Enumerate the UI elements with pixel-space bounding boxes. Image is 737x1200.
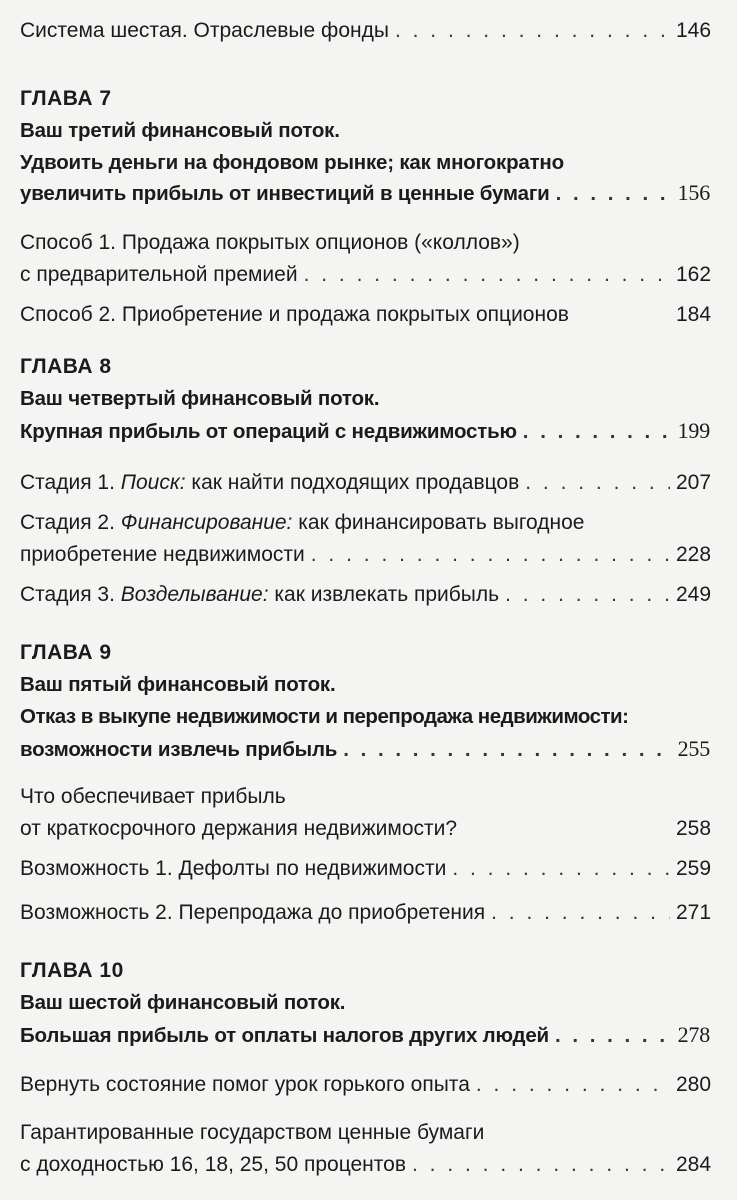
toc-entry	[20, 898, 710, 928]
page-number: 271	[676, 901, 712, 924]
stage-desc: как найти подходящих продавцов	[185, 471, 520, 494]
stage-desc: как извлекать прибыль	[268, 583, 500, 606]
page-number: 255	[677, 736, 710, 761]
page-number: 184	[676, 303, 712, 326]
page-number: 199	[677, 418, 710, 443]
toc-entry	[20, 782, 710, 844]
entry-title: Возможность 1. Дефолты по недвижимости	[20, 857, 447, 880]
entry-title-cont: с предварительной премией	[20, 263, 298, 286]
leader-dots	[311, 540, 670, 570]
page-number: 156	[677, 180, 710, 205]
toc-entry	[20, 228, 710, 290]
page-number: 258	[676, 817, 712, 840]
page-number: 207	[676, 471, 712, 494]
chapter-heading: ГЛАВА 7	[20, 87, 112, 110]
stage-label: Стадия 2.	[20, 511, 121, 534]
leader-dots	[476, 1070, 670, 1100]
page-number: 228	[676, 543, 712, 566]
entry-title: увеличить прибыль от инвестиций в ценные бумаги	[20, 182, 550, 205]
page-number: 278	[677, 1022, 710, 1047]
toc-entry	[20, 468, 710, 498]
leader-dots	[525, 468, 670, 498]
leader-dots	[491, 898, 670, 928]
entry-title: Вернуть состояние помог урок горького опыта	[20, 1073, 470, 1096]
leader-dots	[343, 735, 670, 765]
stage-label: Стадия 3.	[20, 583, 121, 606]
toc-entry	[20, 1118, 710, 1180]
entry-title-cont: от краткосрочного держания недвижимости?	[20, 817, 458, 840]
leader-dots	[304, 260, 670, 290]
entry-title: Большая прибыль от оплаты налогов других людей	[20, 1024, 549, 1047]
entry-title-cont: приобретение недвижимости	[20, 543, 305, 566]
entry-title: Способ 1. Продажа покрытых опционов («коллов»)	[20, 231, 520, 254]
toc-entry	[20, 734, 710, 765]
leader-dots	[523, 417, 670, 447]
entry-title	[20, 580, 499, 610]
toc-entry	[20, 16, 710, 46]
entry-title: Что обеспечивает прибыль	[20, 785, 286, 808]
stage-name: Финансирование:	[120, 511, 293, 534]
page-number: 259	[676, 857, 712, 880]
toc-entry	[20, 300, 710, 330]
page-number: 284	[676, 1153, 712, 1176]
leader-dots	[452, 854, 670, 884]
leader-dots	[505, 580, 670, 610]
toc-entry	[20, 1070, 710, 1100]
leader-dots	[556, 179, 670, 209]
chapter-title: Ваш пятый финансовый поток.	[20, 673, 336, 696]
chapter-9	[20, 638, 710, 765]
toc-entry	[20, 508, 710, 570]
chapter-10	[20, 956, 710, 1051]
entry-title	[20, 468, 519, 498]
toc-entry	[20, 416, 710, 447]
page-number: 162	[676, 263, 712, 286]
toc-entry	[20, 580, 710, 610]
stage-name: Поиск:	[120, 471, 186, 494]
page-number: 280	[676, 1073, 712, 1096]
chapter-title: Ваш третий финансовый поток.	[20, 119, 340, 142]
chapter-7	[20, 84, 710, 209]
page-number: 249	[676, 583, 712, 606]
stage-name: Возделывание:	[120, 583, 269, 606]
chapter-heading: ГЛАВА 8	[20, 355, 112, 378]
entry-title: Система шестая. Отраслевые фонды	[20, 19, 389, 42]
entry-title	[20, 508, 710, 538]
toc-entry	[20, 854, 710, 884]
entry-title-cont: с доходностью 16, 18, 25, 50 процентов	[20, 1153, 406, 1176]
chapter-heading: ГЛАВА 10	[20, 959, 124, 982]
chapter-title: Ваш четвертый финансовый поток.	[20, 387, 380, 410]
stage-desc: как финансировать выгодное	[292, 511, 585, 534]
chapter-subtitle: Удвоить деньги на фондовом рынке; как многократно	[20, 151, 564, 174]
entry-title: Способ 2. Приобретение и продажа покрытых опционов	[20, 303, 569, 326]
leader-dots	[555, 1021, 670, 1051]
leader-dots	[412, 1150, 670, 1180]
chapter-title: Ваш шестой финансовый поток.	[20, 991, 346, 1014]
chapter-8	[20, 352, 710, 447]
entry-title: возможности извлечь прибыль	[20, 738, 338, 761]
page-number: 146	[676, 19, 712, 42]
toc-entry	[20, 178, 710, 209]
leader-dots	[395, 16, 670, 46]
stage-label: Стадия 1.	[20, 471, 121, 494]
chapter-subtitle: Отказ в выкупе недвижимости и перепродажа недвижимости:	[20, 705, 629, 728]
entry-title: Возможность 2. Перепродажа до приобретения	[20, 901, 486, 924]
entry-title: Гарантированные государством ценные бумаги	[20, 1121, 485, 1144]
entry-title: Крупная прибыль от операций с недвижимостью	[20, 420, 517, 443]
toc-entry	[20, 1020, 710, 1051]
chapter-heading: ГЛАВА 9	[20, 641, 112, 664]
